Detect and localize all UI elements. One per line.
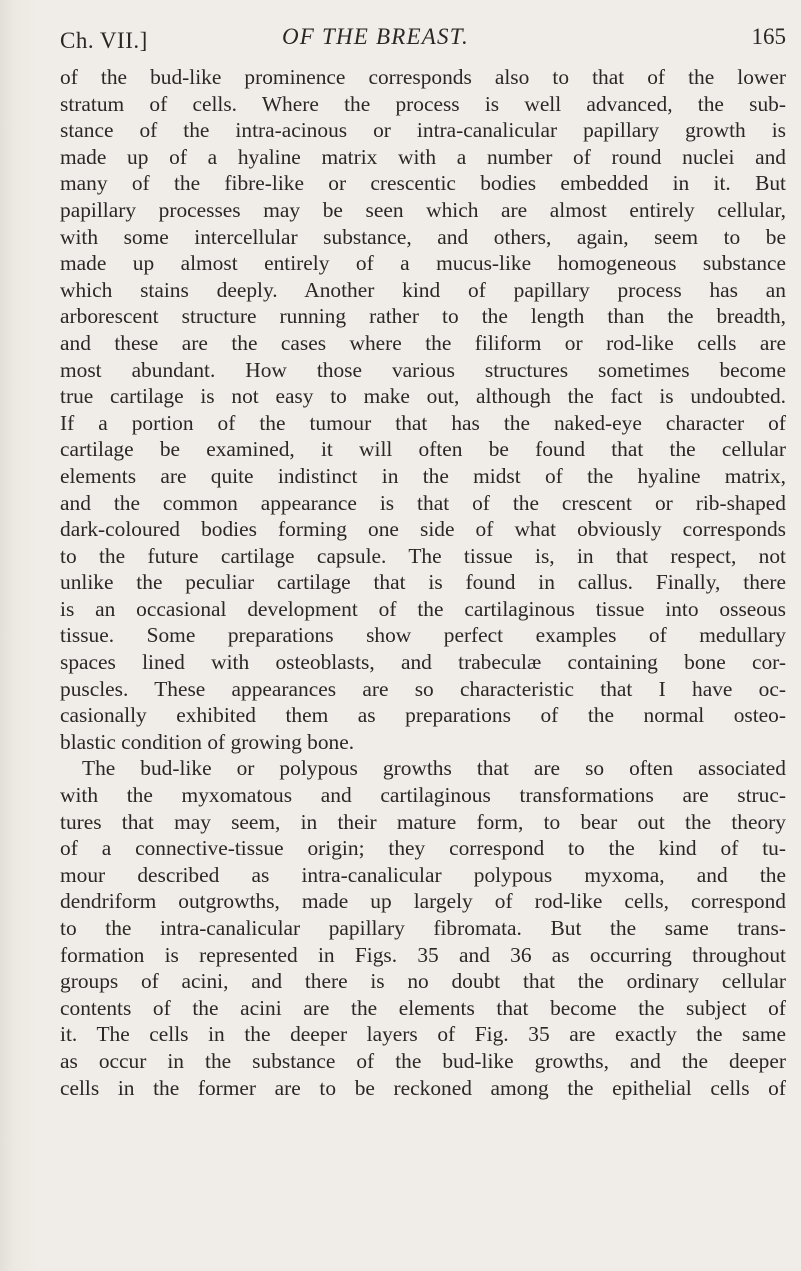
text-line: and these are the cases where the filiform or rod-like cells are xyxy=(60,330,786,355)
paragraph xyxy=(60,755,786,1101)
text-line: with the myxomatous and cartilaginous transformations are struc- xyxy=(60,783,786,808)
text-line: elements are quite indistinct in the midst of the hyaline matrix, xyxy=(60,463,786,488)
text-line: cartilage be examined, it will often be found that the cellular xyxy=(60,437,786,462)
text-line: true cartilage is not easy to make out, although the fact is undoubted. xyxy=(60,384,786,409)
text-line: is an occasional development of the cartilaginous tissue into osseous xyxy=(60,596,786,621)
text-line: of a connective-tissue origin; they correspond to the kind of tu- xyxy=(60,836,786,861)
chapter-label: Ch. VII.] xyxy=(60,28,148,53)
text-line: blastic condition of growing bone. xyxy=(60,729,355,754)
text-line: groups of acini, and there is no doubt that the ordinary cellular xyxy=(60,969,786,994)
text-line: spaces lined with osteoblasts, and trabeculæ containing bone cor- xyxy=(60,650,786,675)
text-line: mour described as intra-canalicular polypous myxoma, and the xyxy=(60,862,786,887)
body-text xyxy=(60,64,786,1101)
running-header xyxy=(60,24,786,64)
text-line: stratum of cells. Where the process is well advanced, the sub- xyxy=(60,91,786,116)
text-line: puscles. These appearances are so characteristic that I have oc- xyxy=(60,676,786,701)
text-line: with some intercellular substance, and others, again, seem to be xyxy=(60,224,786,249)
text-line: it. The cells in the deeper layers of Fig. 35 are exactly the same xyxy=(60,1022,786,1047)
text-line: contents of the acini are the elements that become the subject of xyxy=(60,995,786,1020)
text-line: formation is represented in Figs. 35 and 36 as occurring throughout xyxy=(60,942,786,967)
text-line: arborescent structure running rather to the length than the breadth, xyxy=(60,304,786,329)
text-line: papillary processes may be seen which are almost entirely cellular, xyxy=(60,197,786,222)
text-line: dendriform outgrowths, made up largely of rod-like cells, correspond xyxy=(60,889,786,914)
text-line: tissue. Some preparations show perfect examples of medullary xyxy=(60,623,786,648)
text-line: as occur in the substance of the bud-like growths, and the deeper xyxy=(60,1048,786,1073)
text-line: stance of the intra-acinous or intra-canalicular papillary growth is xyxy=(60,118,786,143)
text-line: tures that may seem, in their mature form, to bear out the theory xyxy=(60,809,786,834)
text-line: which stains deeply. Another kind of papillary process has an xyxy=(60,277,786,302)
text-line: many of the fibre-like or crescentic bodies embedded in it. But xyxy=(60,171,786,196)
text-line: of the bud-like prominence corresponds also to that of the lower xyxy=(60,65,786,89)
text-line: If a portion of the tumour that has the naked-eye character of xyxy=(60,410,786,435)
text-line: dark-coloured bodies forming one side of what obviously corresponds xyxy=(60,517,786,542)
text-line: cells in the former are to be reckoned among the epithelial cells of xyxy=(60,1075,786,1100)
text-line: unlike the peculiar cartilage that is found in callus. Finally, there xyxy=(60,570,786,595)
running-title: OF THE BREAST. xyxy=(282,24,469,49)
text-line: to the intra-canalicular papillary fibromata. But the same trans- xyxy=(60,916,786,940)
text-line: The bud-like or polypous growths that are so often associated xyxy=(82,756,786,781)
text-line: casionally exhibited them as preparations of the normal osteo- xyxy=(60,703,786,728)
text-line: most abundant. How those various structures sometimes become xyxy=(60,357,786,382)
text-line: made up almost entirely of a mucus-like homogeneous substance xyxy=(60,251,786,276)
text-line: and the common appearance is that of the crescent or rib-shaped xyxy=(60,490,786,515)
text-line: made up of a hyaline matrix with a number of round nuclei and xyxy=(60,144,786,169)
text-line: to the future cartilage capsule. The tissue is, in that respect, not xyxy=(60,543,786,568)
page-number: 165 xyxy=(751,24,786,49)
paragraph xyxy=(60,64,786,755)
